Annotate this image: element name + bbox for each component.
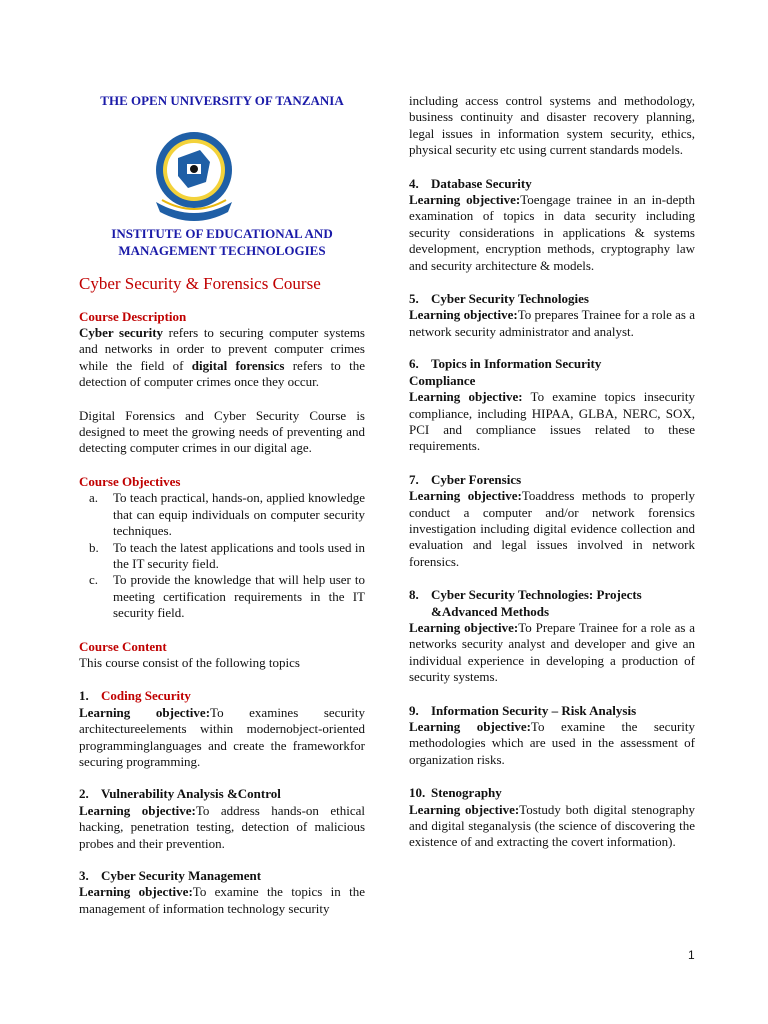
topic-1-objective [79,705,365,771]
list-marker: b. [89,539,99,555]
topic-9-objective [409,719,695,768]
topic-4-title [409,176,695,192]
course-content-heading: Course Content [79,638,167,654]
right-column [409,0,695,851]
topic-objective-text: To Prepare Trainee for a role as a networks security analyst and developer and give an individual experience in developing a production of security systems. [409,619,695,685]
topic-title-text: Cyber Forensics [431,471,522,487]
topic-6-title-line-2: Compliance [409,372,476,388]
topic-title-text: Cyber Security Management [101,868,262,883]
description-text-1: refers to securing computer systems and networks in order to prevent computer crimes while the field of [79,325,365,373]
institute-line-2: MANAGEMENT TECHNOLOGIES [118,242,326,258]
learning-objective-label: Learning objective: [79,704,211,720]
topic-9-title [409,703,695,719]
topic-title-text: Stenography [431,785,502,801]
learning-objective-label: Learning objective: [409,307,518,323]
course-objectives-heading: Course Objectives [79,473,181,489]
learning-objective-label: Learning objective: [79,884,193,900]
topic-number: 2. [79,786,89,802]
topic-title-text: Vulnerability Analysis &Control [101,786,281,802]
topic-7-objective [409,488,695,570]
description-paragraph-1 [79,325,365,391]
topic-number: 3. [79,868,89,883]
topic-5-title [409,291,695,307]
topic-10-objective [409,802,695,851]
topic-objective-text: To examine the security methodologies which are used in the assessment of organization risks. [409,719,695,767]
learning-objective-label: Learning objective: [409,719,531,734]
topic-objective-text: To examines security architectureelements within modernobject-oriented programminglanguages and create the frameworkfor securing programming. [79,704,366,769]
learning-objective-label: Learning objective: [409,389,523,405]
learning-objective-label: Learning objective: [409,801,520,817]
content-intro: This course consist of the following topics [79,654,300,670]
term-digital-forensics: digital forensics [191,357,285,373]
description-text-2: refers to the detection of computer crimes once they occur. [79,357,365,390]
topic-objective-text: Tostudy both digital stenography and digital steganalysis (the science of discovering the existence of and extracting the covert information). [409,801,695,850]
page-number: 1 [688,948,695,962]
topic-8-title-line-2: &Advanced Methods [431,603,550,619]
topic-2-title [79,786,365,802]
topic-objective-text: To prepares Trainee for a role as a network security administrator and analyst. [409,307,695,339]
course-description-heading: Course Description [79,308,187,324]
topic-number: 5. [409,291,419,307]
topic-title-text: Topics in Information Security [431,356,602,372]
topic-number: 1. [79,688,89,704]
topic-number: 8. [409,587,419,603]
topic-6-objective [409,389,695,455]
university-seal [148,128,240,224]
term-cyber-security: Cyber security [79,325,164,341]
list-item-text: To teach the latest applications and tools used in the IT security field. [113,539,365,571]
topic-objective-text: To examine topics insecurity compliance, including HIPAA, GLBA, NERC, SOX, PCI and compliance issues related to these requirements. [409,389,695,454]
learning-objective-label: Learning objective: [409,192,521,208]
topic-3-objective-continued: including access control systems and methodology, business continuity and disaster recovery planning, legal issues in information system security, ethics, physical security etc using current standards models. [409,93,695,158]
topic-1-title [79,688,365,704]
list-marker: c. [89,572,99,588]
topic-7-title [409,472,695,488]
list-marker: a. [89,490,99,506]
topic-title-text: Database Security [431,175,532,191]
objectives-list [79,490,365,621]
topic-6-title [409,356,695,372]
institute-line-1: INSTITUTE OF EDUCATIONAL AND [111,226,333,242]
learning-objective-label: Learning objective: [79,802,196,818]
topic-3-objective [79,884,365,917]
topic-number: 9. [409,702,419,718]
course-title: Cyber Security & Forensics Course [79,274,321,294]
topic-number: 7. [409,471,419,487]
university-seal-icon [148,128,240,224]
topic-objective-text: To address hands-on ethical hacking, penetration testing, detection of malicious probes and their prevention. [79,802,365,851]
topic-10-title [409,785,695,801]
topic-8-objective [409,620,695,686]
topic-objective-text-part-1: To examine the topics in the management of information technology security [79,884,365,916]
university-name: THE OPEN UNIVERSITY OF TANZANIA [100,93,344,108]
topic-5-objective [409,307,695,340]
description-paragraph-2: Digital Forensics and Cyber Security Course is designed to meet the growing needs of preventing and detecting computer crimes in our digital age. [79,407,365,456]
topic-number: 10. [409,785,426,801]
list-item [79,572,365,621]
topic-3-title [79,868,365,884]
topic-title-text: Cyber Security Technologies: Projects [431,587,642,603]
topic-2-objective [79,803,365,852]
list-item [79,540,365,573]
topic-number: 6. [409,356,419,372]
learning-objective-label: Learning objective: [409,488,522,504]
list-item [79,490,365,539]
topic-title-text: Cyber Security Technologies [431,291,589,307]
topic-title-text: Coding Security [101,688,191,704]
learning-objective-label: Learning objective: [409,619,519,635]
topic-objective-text: Toaddress methods to properly conduct a computer and/or network forensics investigation including digital evidence collection and evaluation and legal issues involved in network forensics. [409,488,695,569]
topic-objective-text: Toengage trainee in an in-depth examination of topics in data security including security considerations in applications & systems development, encryption methods, cryptography law and security architecture & models. [409,192,696,273]
topic-8-title [409,587,695,603]
topic-number: 4. [409,175,419,191]
topic-title-text: Information Security – Risk Analysis [431,702,637,718]
list-item-text: To teach practical, hands-on, applied knowledge that can equip individuals on computer security techniques. [113,490,365,539]
topic-4-objective [409,192,695,274]
list-item-text: To provide the knowledge that will help user to meeting certification requirements in the IT security field. [113,572,365,621]
